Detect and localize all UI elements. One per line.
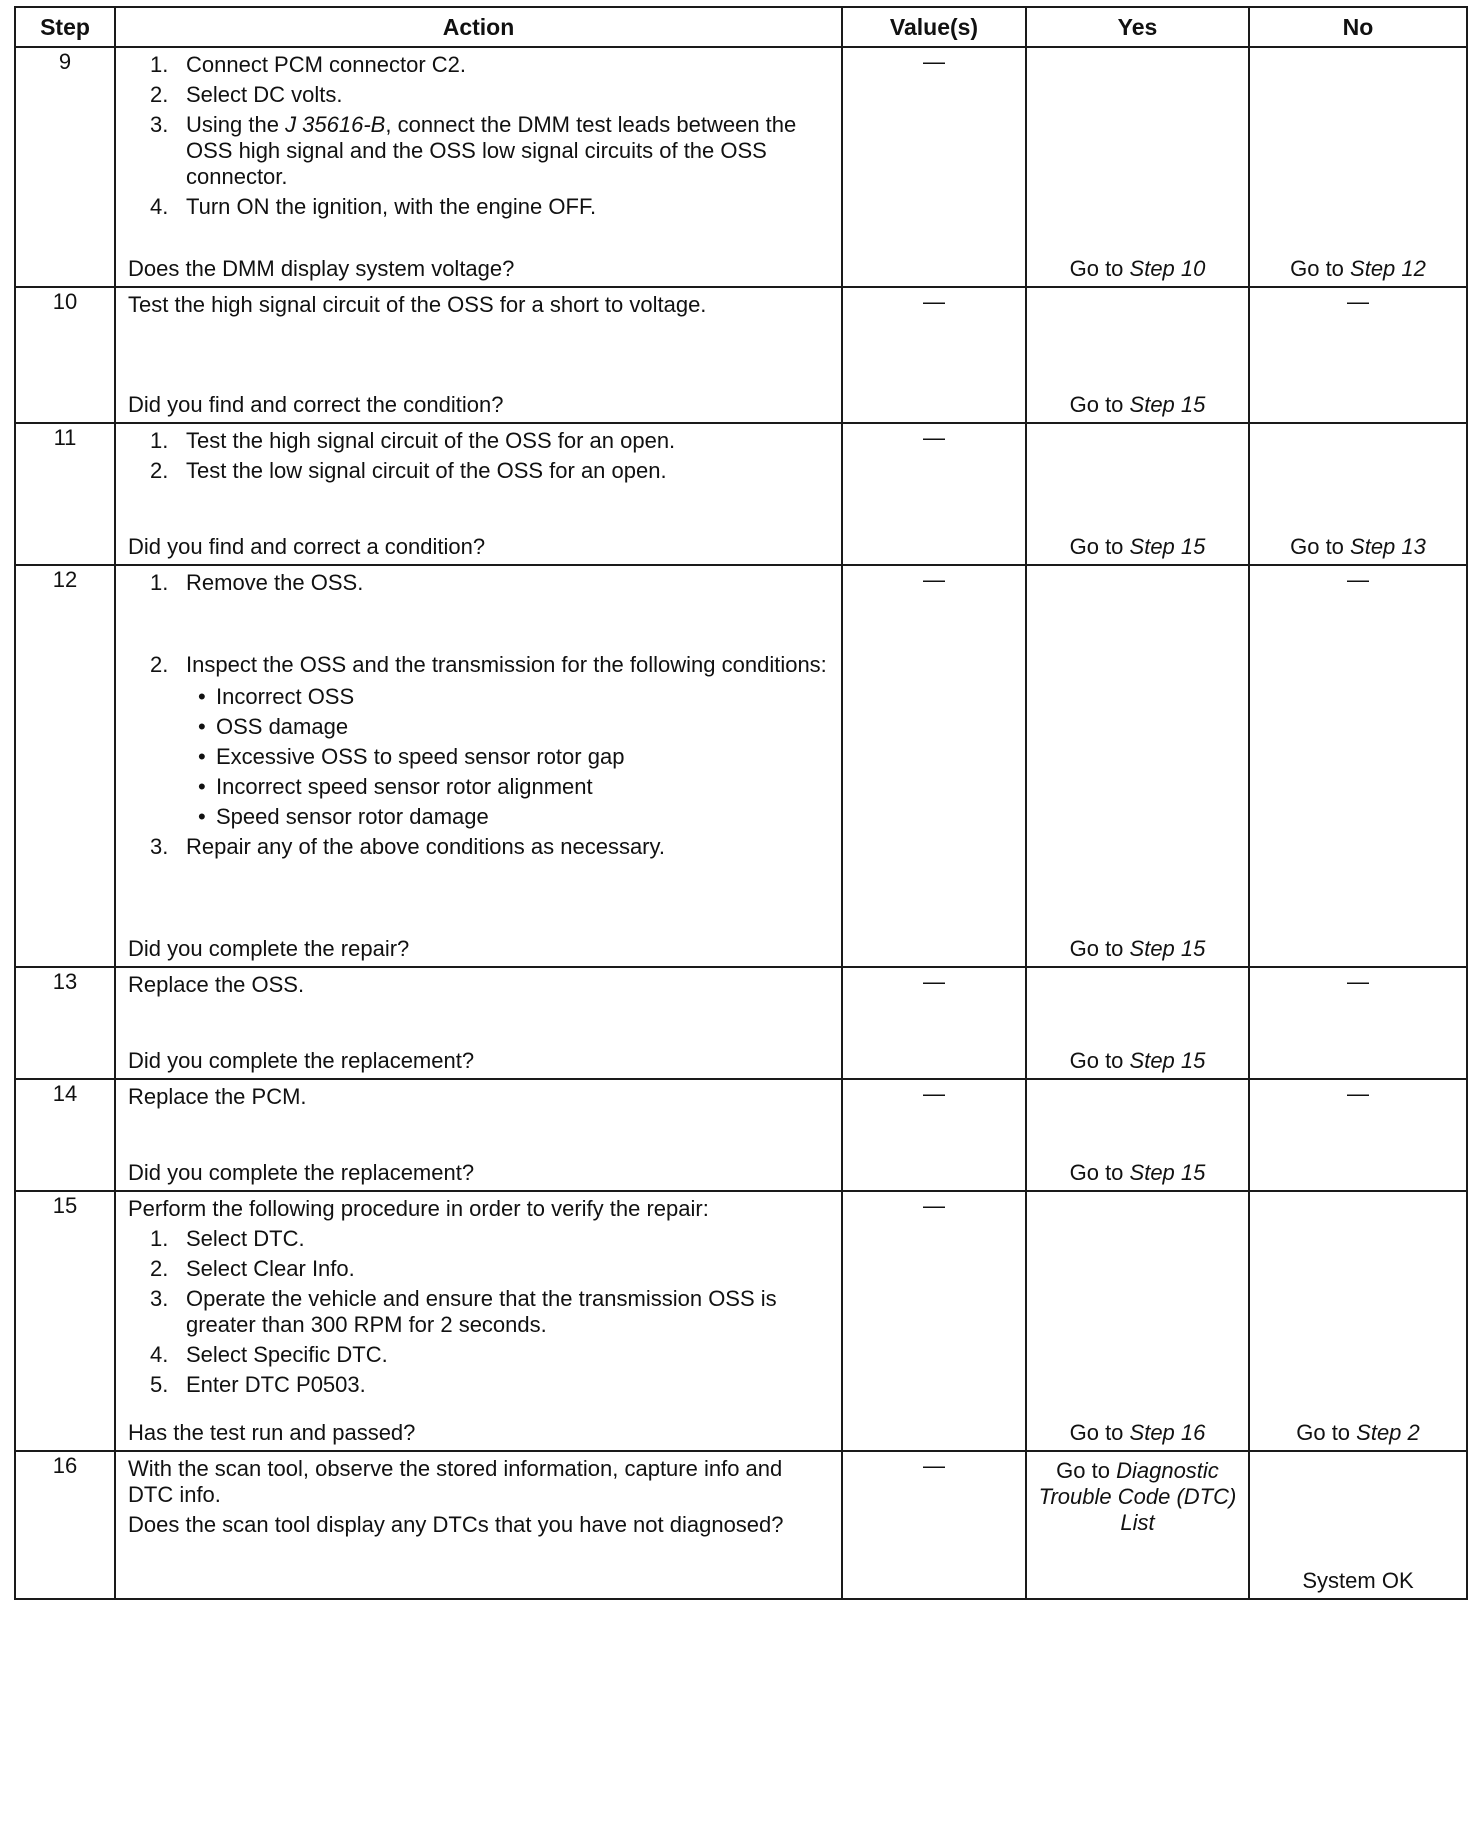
no-cell: — — [1249, 565, 1467, 967]
no-cell — [1249, 1451, 1467, 1599]
yes-link[interactable]: Step 15 — [1129, 392, 1206, 417]
step-number: 16 — [15, 1451, 115, 1599]
action-cell — [115, 1191, 842, 1451]
value-cell: — — [842, 1079, 1026, 1191]
yes-cell: Go to Step 16 — [1026, 1191, 1249, 1451]
list-item: 3. Using the J 35616-B, connect the DMM test leads between the OSS high signal and the OSS low signal circuits of the OSS connector. — [150, 112, 797, 189]
list-item: • Incorrect speed sensor rotor alignment — [198, 774, 593, 799]
yes-cell: Go to Diagnostic Trouble Code (DTC) List — [1026, 1451, 1249, 1599]
header-step: Step — [15, 7, 115, 47]
step-number: 11 — [15, 423, 115, 565]
action-cell — [115, 423, 842, 565]
action-cell — [115, 287, 842, 423]
list-item: 1. Test the high signal circuit of the OSS for an open. — [150, 428, 676, 453]
question-text: Did you complete the replacement? — [128, 1048, 475, 1073]
table-row — [15, 1079, 1467, 1191]
yes-link[interactable]: Step 16 — [1129, 1420, 1206, 1445]
yes-cell: Go to Step 15 — [1026, 423, 1249, 565]
yes-cell: Go to Step 10 — [1026, 47, 1249, 287]
step-number: 15 — [15, 1191, 115, 1451]
no-cell: — — [1249, 967, 1467, 1079]
question-text: Did you find and correct a condition? — [128, 534, 486, 559]
step-number: 14 — [15, 1079, 115, 1191]
action-text: Perform the following procedure in order to verify the repair: — [128, 1196, 709, 1221]
question-text: Did you find and correct the condition? — [128, 392, 504, 417]
list-item: 4. Turn ON the ignition, with the engine OFF. — [150, 194, 597, 219]
diagnostic-table-page — [14, 6, 1466, 1600]
yes-cell: Go to Step 15 — [1026, 1079, 1249, 1191]
header-no: No — [1249, 7, 1467, 47]
question-text: Does the scan tool display any DTCs that you have not diagnosed? — [128, 1512, 784, 1537]
action-cell — [115, 1451, 842, 1599]
table-row — [15, 1191, 1467, 1451]
yes-link[interactable]: Step 15 — [1129, 1160, 1206, 1185]
table-row — [15, 47, 1467, 287]
yes-link[interactable]: Step 15 — [1129, 534, 1206, 559]
table-row — [15, 967, 1467, 1079]
list-item: • Speed sensor rotor damage — [198, 804, 489, 829]
header-yes: Yes — [1026, 7, 1249, 47]
list-item: 4. Select Specific DTC. — [150, 1342, 388, 1367]
action-text: With the scan tool, observe the stored information, capture info and DTC info. — [128, 1456, 783, 1507]
value-cell: — — [842, 423, 1026, 565]
action-cell — [115, 565, 842, 967]
action-text: Test the high signal circuit of the OSS for a short to voltage. — [128, 292, 707, 317]
list-item: 1. Connect PCM connector C2. — [150, 52, 467, 77]
value-cell: — — [842, 1191, 1026, 1451]
no-link[interactable]: Step 13 — [1350, 534, 1426, 559]
step-number: 12 — [15, 565, 115, 967]
list-item: 2. Select Clear Info. — [150, 1256, 355, 1281]
yes-link[interactable]: Step 10 — [1129, 256, 1206, 281]
yes-cell: Go to Step 15 — [1026, 565, 1249, 967]
tool-reference: J 35616-B — [285, 112, 386, 137]
list-item: • Excessive OSS to speed sensor rotor gap — [198, 744, 625, 769]
action-cell — [115, 1079, 842, 1191]
diagnostic-table — [14, 6, 1468, 1600]
header-row — [15, 7, 1467, 47]
no-cell: Go to Step 2 — [1249, 1191, 1467, 1451]
yes-cell: Go to Step 15 — [1026, 967, 1249, 1079]
yes-cell: Go to Step 15 — [1026, 287, 1249, 423]
no-link[interactable]: Step 2 — [1356, 1420, 1420, 1445]
system-ok-text: System OK — [1302, 1568, 1414, 1593]
list-item: 1. Select DTC. — [150, 1226, 305, 1251]
list-item: 3. Operate the vehicle and ensure that the transmission OSS is greater than 300 RPM for 2 seconds. — [150, 1286, 777, 1337]
list-item: 2. Inspect the OSS and the transmission for the following conditions: • Incorrect OSS • OSS damage • Excessive OSS to speed sensor rotor gap • Incorrect speed sensor rotor alignment • Speed sensor rotor damage — [128, 652, 831, 830]
step-number: 10 — [15, 287, 115, 423]
value-cell: — — [842, 565, 1026, 967]
yes-link[interactable]: Step 15 — [1129, 1048, 1206, 1073]
table-row — [15, 287, 1467, 423]
question-text: Did you complete the replacement? — [128, 1160, 475, 1185]
question-text: Has the test run and passed? — [128, 1420, 416, 1445]
header-action: Action — [115, 7, 842, 47]
list-item: 3. Repair any of the above conditions as necessary. — [150, 834, 665, 859]
no-cell: Go to Step 13 — [1249, 423, 1467, 565]
step-number: 13 — [15, 967, 115, 1079]
action-cell — [115, 47, 842, 287]
action-cell — [115, 967, 842, 1079]
yes-link[interactable]: Diagnostic Trouble Code (DTC) List — [1038, 1458, 1237, 1535]
step-number: 9 — [15, 47, 115, 287]
value-cell: — — [842, 967, 1026, 1079]
table-row — [15, 423, 1467, 565]
list-item: 1. Remove the OSS. — [150, 570, 364, 595]
list-item: 2. Test the low signal circuit of the OSS for an open. — [150, 458, 667, 483]
question-text: Does the DMM display system voltage? — [128, 256, 515, 281]
list-item: 5. Enter DTC P0503. — [150, 1372, 366, 1397]
list-item: 2. Select DC volts. — [150, 82, 343, 107]
table-row — [15, 565, 1467, 967]
no-cell: Go to Step 12 — [1249, 47, 1467, 287]
list-item: • OSS damage — [198, 714, 349, 739]
action-text: Replace the OSS. — [128, 972, 305, 997]
value-cell: — — [842, 287, 1026, 423]
list-item: • Incorrect OSS — [198, 684, 355, 709]
yes-link[interactable]: Step 15 — [1129, 936, 1206, 961]
action-text: Replace the PCM. — [128, 1084, 307, 1109]
question-text: Did you complete the repair? — [128, 936, 410, 961]
no-cell: — — [1249, 1079, 1467, 1191]
no-cell: — — [1249, 287, 1467, 423]
header-values: Value(s) — [842, 7, 1026, 47]
value-cell: — — [842, 47, 1026, 287]
value-cell: — — [842, 1451, 1026, 1599]
no-link[interactable]: Step 12 — [1350, 256, 1426, 281]
table-row — [15, 1451, 1467, 1599]
